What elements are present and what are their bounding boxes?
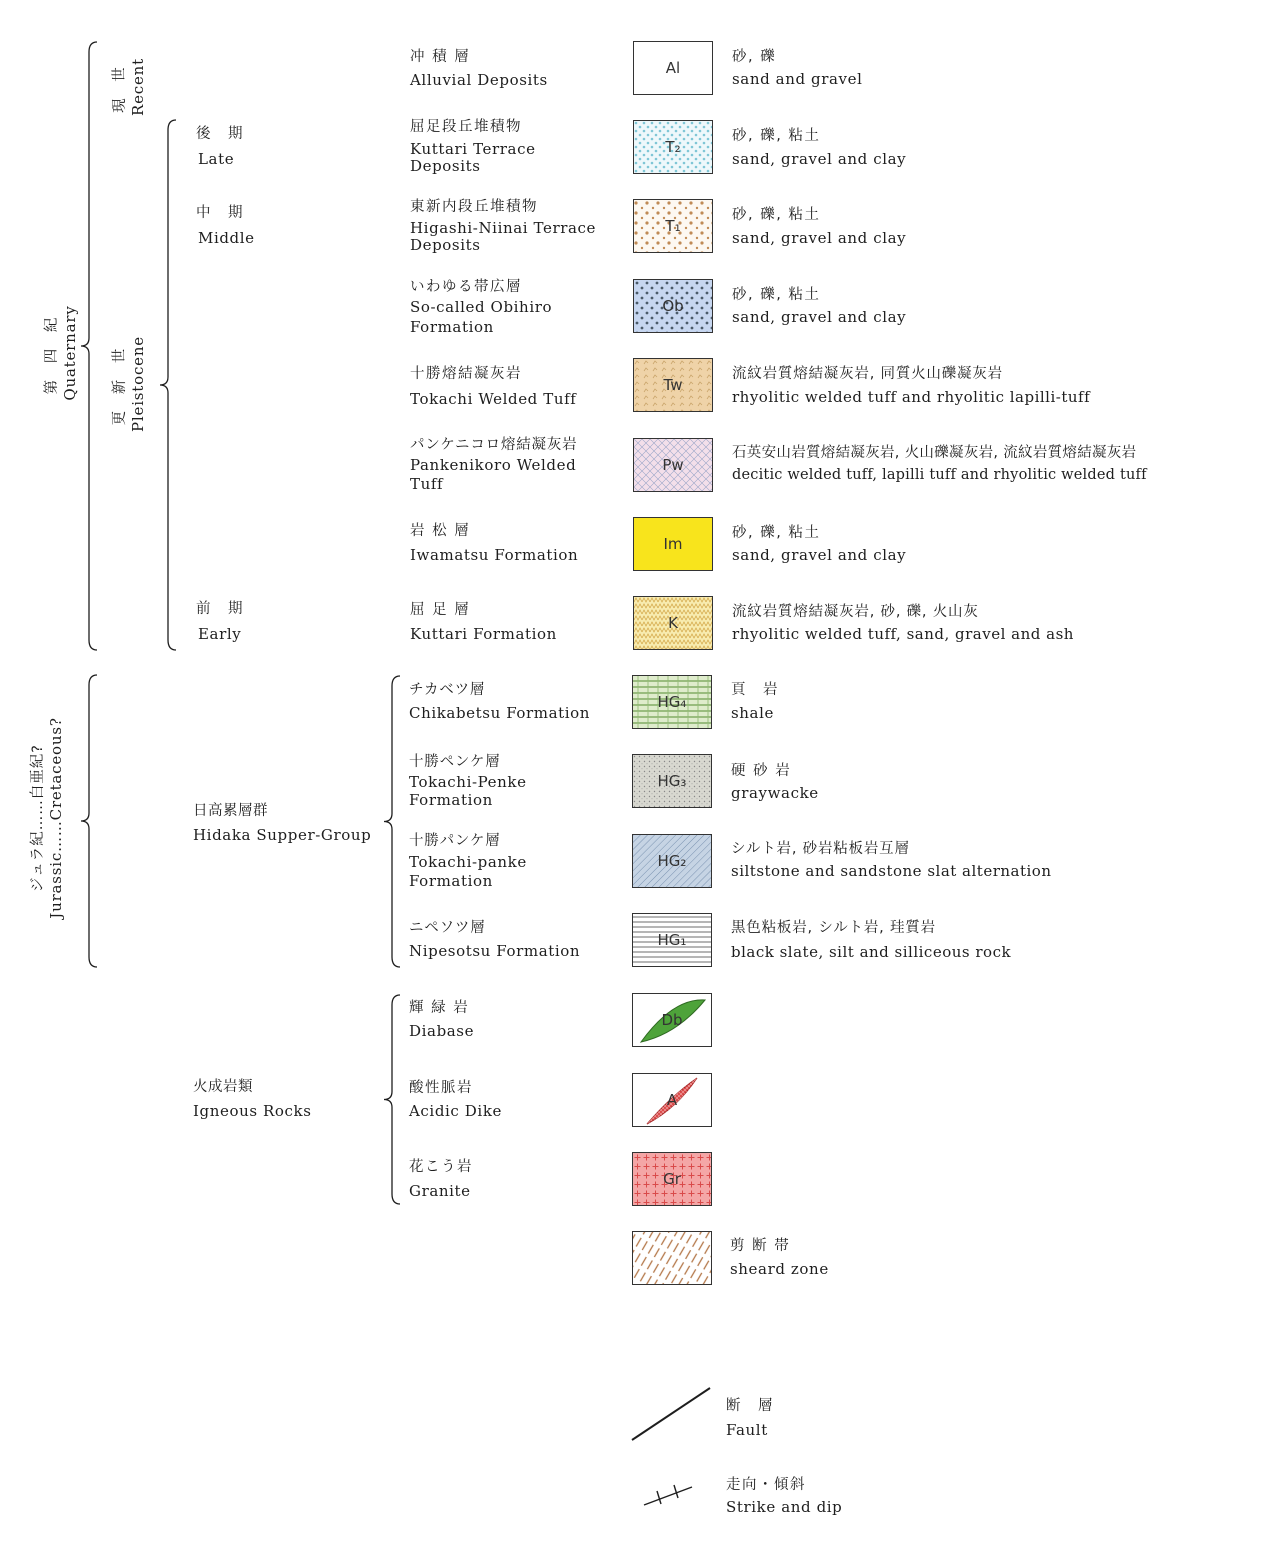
unit-code: K xyxy=(668,614,678,632)
group-hidaka-en: Hidaka Supper-Group xyxy=(193,826,372,844)
bracket-quaternary xyxy=(81,42,97,650)
lithology-jp: 流紋岩質熔結凝灰岩, 同質火山礫凝灰岩 xyxy=(732,366,1003,382)
unit-code: Db xyxy=(661,1011,683,1029)
unit-code: Gr xyxy=(663,1170,681,1188)
lithology-en: shale xyxy=(731,704,774,722)
strike-dip-label-jp: 走向・傾斜 xyxy=(726,1477,806,1493)
unit-name-jp: 十勝ペンケ層 xyxy=(409,754,501,770)
lithology-jp: 砂, 礫, 粘土 xyxy=(732,525,821,541)
period-quaternary-en: Quaternary xyxy=(61,305,79,401)
bracket-igneous xyxy=(384,995,400,1204)
lithology-jp: 砂, 礫 xyxy=(732,49,777,65)
lithology-en: sand and gravel xyxy=(732,70,863,88)
unit-name-en: Nipesotsu Formation xyxy=(409,942,581,960)
lithology-en: sand, gravel and clay xyxy=(732,150,907,168)
lithology-jp: 流紋岩質熔結凝灰岩, 砂, 礫, 火山灰 xyxy=(732,604,979,620)
legend-box-k xyxy=(633,596,713,650)
group-igneous-en: Igneous Rocks xyxy=(193,1102,312,1120)
group-igneous-jp: 火成岩類 xyxy=(193,1079,253,1095)
unit-code: A xyxy=(666,1091,678,1109)
unit-code: HG₁ xyxy=(657,931,687,949)
lithology-en: sand, gravel and clay xyxy=(732,546,907,564)
unit-name-en: Chikabetsu Formation xyxy=(409,704,591,722)
unit-name-en: Alluvial Deposits xyxy=(410,71,548,89)
epoch-pleistocene-en: Pleistocene xyxy=(129,336,147,432)
unit-name-en: Kuttari Terrace xyxy=(410,140,536,158)
lithology-en: sand, gravel and clay xyxy=(732,308,907,326)
period-quaternary-jp: 第 四 紀 xyxy=(44,311,60,395)
unit-name-en-2: Tuff xyxy=(410,475,444,493)
lithology-en: graywacke xyxy=(731,784,819,802)
stage-middle-en: Middle xyxy=(198,229,255,247)
lithology-en: siltstone and sandstone slat alternation xyxy=(731,862,1052,880)
lithology-jp: 砂, 礫, 粘土 xyxy=(732,207,821,223)
unit-code: HG₂ xyxy=(657,852,687,870)
stage-middle-jp: 中 期 xyxy=(196,205,244,221)
lithology-jp: 硬 砂 岩 xyxy=(731,763,792,779)
legend-box-t1 xyxy=(633,199,713,253)
unit-name-jp: 東新内段丘堆積物 xyxy=(410,199,538,215)
epoch-recent-en: Recent xyxy=(129,58,147,116)
epoch-recent-label xyxy=(108,27,148,147)
legend-box-a xyxy=(632,1073,712,1127)
unit-code: Ob xyxy=(662,297,684,315)
unit-name-jp: 輝 緑 岩 xyxy=(409,1000,470,1016)
unit-name-en: Higashi-Niinai Terrace xyxy=(410,219,597,237)
legend-box-im xyxy=(633,517,713,571)
unit-name-en: Tokachi-Penke xyxy=(409,773,527,791)
stage-late-en: Late xyxy=(198,150,235,168)
unit-code: HG₃ xyxy=(657,772,687,790)
lithology-en: black slate, silt and silliceous rock xyxy=(731,943,1012,961)
legend-box-hg4 xyxy=(632,675,712,729)
unit-name-en: Acidic Dike xyxy=(409,1102,502,1120)
period-jurassic-label xyxy=(26,688,66,948)
unit-name-jp: 屈足段丘堆積物 xyxy=(410,119,522,135)
unit-name-jp: チカベツ層 xyxy=(409,682,486,698)
lithology-en: sand, gravel and clay xyxy=(732,229,907,247)
bracket-hidaka xyxy=(384,676,400,967)
fault-line-symbol xyxy=(628,1384,714,1446)
unit-code: HG₄ xyxy=(657,693,687,711)
unit-code: Pw xyxy=(662,456,684,474)
unit-name-jp: 屈 足 層 xyxy=(410,602,471,618)
unit-name-en: Granite xyxy=(409,1182,471,1200)
legend-box-hg1 xyxy=(632,913,712,967)
unit-name-en-2: Formation xyxy=(409,872,493,890)
stage-late-jp: 後 期 xyxy=(196,126,244,142)
legend-box-db xyxy=(632,993,712,1047)
unit-name-en: Pankenikoro Welded xyxy=(410,456,577,474)
epoch-recent-jp: 現 世 xyxy=(112,61,128,113)
unit-name-en: Kuttari Formation xyxy=(410,625,557,643)
strike-dip-symbol xyxy=(640,1478,696,1510)
unit-code: T₂ xyxy=(665,138,681,156)
unit-name-en: Tokachi-panke xyxy=(409,853,527,871)
unit-code: Tw xyxy=(663,376,683,394)
strike-dip-label-en: Strike and dip xyxy=(726,1498,843,1516)
unit-name-en: Tokachi Welded Tuff xyxy=(410,390,577,408)
legend-box-pw xyxy=(633,438,713,492)
fault-label-jp: 断 層 xyxy=(726,1398,774,1414)
unit-name-jp: 花こう岩 xyxy=(409,1159,473,1175)
fault-label-en: Fault xyxy=(726,1421,768,1439)
unit-name-en-2: Formation xyxy=(410,318,494,336)
lithology-en: decitic welded tuff, lapilli tuff and rhyolitic welded tuff xyxy=(732,467,1147,483)
unit-name-en-2: Deposits xyxy=(410,157,481,175)
unit-code: Al xyxy=(665,59,681,77)
legend-box-ob xyxy=(633,279,713,333)
unit-code: T₁ xyxy=(665,217,681,235)
epoch-pleistocene-jp: 更 新 世 xyxy=(112,342,128,426)
legend-box-hg3 xyxy=(632,754,712,808)
stage-early-en: Early xyxy=(198,625,242,643)
unit-name-en: So-called Obihiro xyxy=(410,298,553,316)
lithology-jp: 砂, 礫, 粘土 xyxy=(732,287,821,303)
stage-early-jp: 前 期 xyxy=(196,601,244,617)
period-jurassic-jp: ジュラ紀……白亜紀? xyxy=(30,744,46,892)
lithology-jp: 剪 断 帯 xyxy=(730,1238,791,1254)
lithology-jp: 頁 岩 xyxy=(731,682,779,698)
unit-name-jp: 十勝パンケ層 xyxy=(409,833,501,849)
legend-box-t2 xyxy=(633,120,713,174)
unit-name-en: Diabase xyxy=(409,1022,475,1040)
unit-name-en: Iwamatsu Formation xyxy=(410,546,579,564)
unit-name-en-2: Deposits xyxy=(410,236,481,254)
lithology-jp: 砂, 礫, 粘土 xyxy=(732,128,821,144)
period-jurassic-en: Jurassic……Cretaceous? xyxy=(47,717,65,919)
unit-name-jp: 酸性脈岩 xyxy=(409,1080,473,1096)
lithology-en: rhyolitic welded tuff, sand, gravel and ash xyxy=(732,625,1074,643)
lithology-jp: 石英安山岩質熔結凝灰岩, 火山礫凝灰岩, 流紋岩質熔結凝灰岩 xyxy=(732,445,1137,461)
lithology-jp: 黒色粘板岩, シルト岩, 珪質岩 xyxy=(731,920,936,936)
legend-box-al xyxy=(633,41,713,95)
legend-box-hg2 xyxy=(632,834,712,888)
bracket-pleistocene xyxy=(160,120,176,650)
unit-name-jp: 岩 松 層 xyxy=(410,523,471,539)
legend-box-shear xyxy=(632,1231,712,1285)
unit-name-jp: 十勝熔結凝灰岩 xyxy=(410,366,522,382)
unit-name-jp: 冲 積 層 xyxy=(410,49,471,65)
lithology-en: rhyolitic welded tuff and rhyolitic lapilli-tuff xyxy=(732,388,1091,406)
unit-name-jp: ニペソツ層 xyxy=(409,920,486,936)
bracket-jurassic xyxy=(81,675,97,967)
epoch-pleistocene-label xyxy=(108,314,148,454)
pattern-shear-lines xyxy=(633,1232,712,1285)
unit-name-en-2: Formation xyxy=(409,791,493,809)
unit-code: Im xyxy=(663,535,683,553)
group-hidaka-jp: 日高累層群 xyxy=(193,803,268,819)
unit-name-jp: パンケニコロ熔結凝灰岩 xyxy=(410,437,578,453)
period-quaternary-label xyxy=(40,253,80,453)
legend-box-tw xyxy=(633,358,713,412)
legend-box-gr xyxy=(632,1152,712,1206)
lithology-en: sheard zone xyxy=(730,1260,829,1278)
unit-name-jp: いわゆる帯広層 xyxy=(410,279,522,295)
lithology-jp: シルト岩, 砂岩粘板岩互層 xyxy=(731,841,910,857)
